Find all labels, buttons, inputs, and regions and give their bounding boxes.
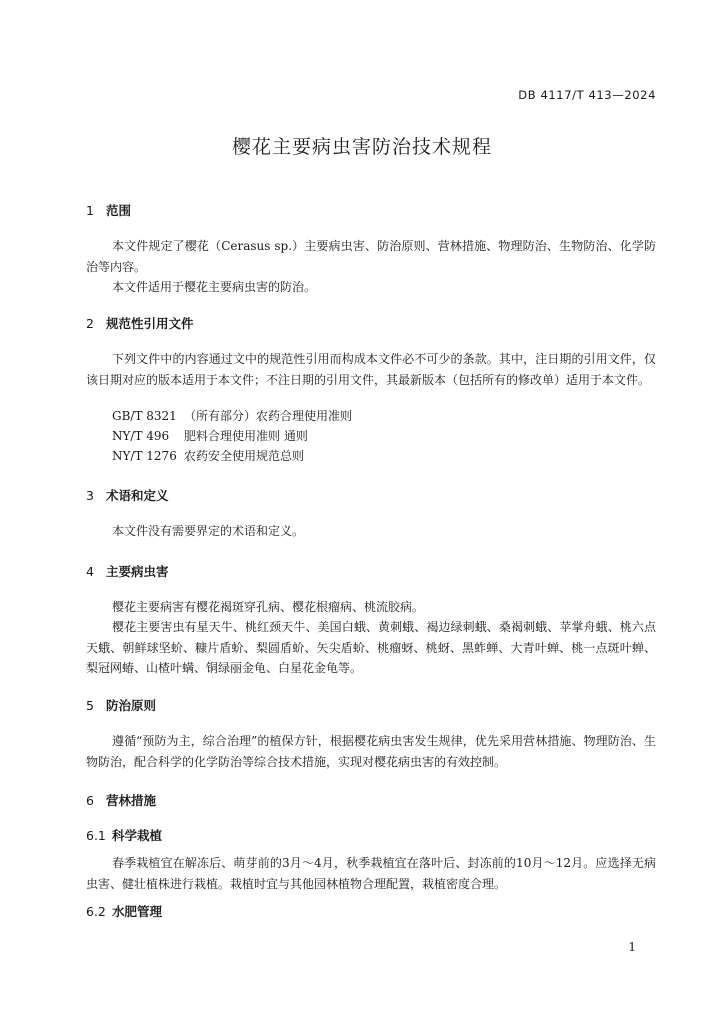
section-5-heading — [86, 696, 156, 714]
section-title: 防治原则 — [106, 698, 157, 713]
document-title: 樱花主要病虫害防治技术规程 — [231, 136, 492, 158]
subsection-number: 6.2 — [86, 904, 106, 919]
section-4-paragraph-2: 樱花主要害虫有星天牛、桃红颈天牛、美国白蛾、黄刺蛾、褐边绿刺蛾、桑褐刺蛾、苹掌舟蛾、桃六点天蛾、朝鲜球坚蚧、糠片盾蚧、梨圆盾蚧、矢尖盾蚧、桃瘤蚜、桃蚜、黑蚱蝉、大青叶蝉、桃一点斑叶蝉、梨冠网蝽、山楂叶螨、铜绿丽金龟、白星花金龟等。 — [86, 620, 656, 675]
subsection-title: 科学栽植 — [112, 828, 163, 843]
section-2-paragraph-1: 下列文件中的内容通过文中的规范性引用而构成本文件必不可少的条款。其中，注日期的引用文件，仅该日期对应的版本适用于本文件；不注日期的引用文件，其最新版本（包括所有的修改单）适用于本文件。 — [86, 352, 656, 387]
section-3-heading — [86, 486, 169, 504]
section-number: 4 — [86, 564, 94, 579]
section-4-heading — [86, 562, 169, 580]
section-1-paragraph-1: 本文件规定了樱花（Cerasus sp.）主要病虫害、防治原则、营林措施、物理防治、生物防治、化学防治等内容。 — [86, 239, 656, 274]
subsection-6-1-paragraph-1: 春季栽植宜在解冻后、萌芽前的3月～4月，秋季栽植宜在落叶后、封冻前的10月～12月。应选择无病虫害、健壮植株进行栽植。栽植时宜与其他园林植物合理配置，栽植密度合理。 — [86, 856, 656, 891]
reference-item — [112, 426, 308, 447]
subsection-6-2-heading — [86, 902, 162, 920]
reference-code: GB/T 8321 — [112, 409, 177, 423]
section-2-heading — [86, 314, 194, 332]
document-number: DB 4117/T 413—2024 — [518, 88, 656, 102]
subsection-6-1-heading — [86, 826, 162, 844]
page-number: 1 — [628, 940, 636, 954]
reference-title: （所有部分）农药合理使用准则 — [184, 409, 353, 423]
section-number: 5 — [86, 698, 94, 713]
section-1-paragraph-2: 本文件适用于樱花主要病虫害的防治。 — [112, 280, 317, 294]
reference-item — [112, 406, 352, 427]
section-title: 营林措施 — [106, 793, 157, 808]
subsection-number: 6.1 — [86, 828, 106, 843]
subsection-title: 水肥管理 — [112, 904, 163, 919]
section-number: 6 — [86, 793, 94, 808]
section-number: 2 — [86, 316, 94, 331]
reference-title: 肥料合理使用准则 通则 — [184, 429, 308, 443]
section-number: 3 — [86, 488, 94, 503]
section-title: 规范性引用文件 — [106, 316, 194, 331]
reference-code: NY/T 496 — [112, 429, 170, 443]
section-6-heading — [86, 791, 156, 809]
section-5-paragraph-1: 遵循“预防为主，综合治理”的植保方针，根据樱花病虫害发生规律，优先采用营林措施、物理防治、生物防治，配合科学的化学防治等综合技术措施，实现对樱花病虫害的有效控制。 — [86, 734, 656, 769]
section-number: 1 — [86, 203, 94, 218]
reference-code: NY/T 1276 — [112, 449, 177, 463]
section-4-paragraph-1: 樱花主要病害有樱花褐斑穿孔病、樱花根瘤病、桃流胶病。 — [112, 600, 425, 614]
reference-title: 农药安全使用规范总则 — [184, 449, 305, 463]
section-title: 术语和定义 — [106, 488, 169, 503]
section-3-paragraph-1: 本文件没有需要界定的术语和定义。 — [112, 524, 305, 538]
section-1-heading — [86, 201, 131, 219]
section-title: 范围 — [106, 203, 132, 218]
reference-item — [112, 446, 304, 467]
section-title: 主要病虫害 — [106, 564, 169, 579]
